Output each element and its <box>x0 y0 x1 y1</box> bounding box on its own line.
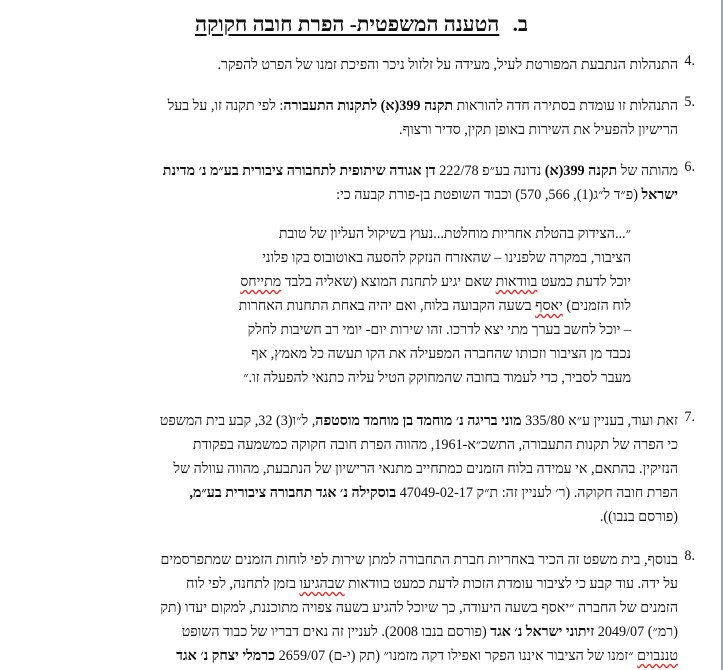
text-line <box>53 596 678 620</box>
text-line <box>53 572 678 596</box>
paragraph-number: 7. <box>684 409 695 425</box>
paragraph-number: 8. <box>684 548 695 564</box>
text-line <box>76 246 631 270</box>
bold-text: בוסקילה נ׳ אגד תחבורה ציבורית בע״מ, <box>189 485 397 501</box>
section-letter: ב. <box>512 12 528 36</box>
text-run: (פורסם בנבו)). <box>599 509 678 525</box>
text-line <box>53 548 678 572</box>
text-run: שאם יגיע לתחנת המוצא (שאליה בלבד <box>281 274 496 290</box>
text-run: נדונה בע״פ 222/78 <box>435 163 545 179</box>
text-run: התנהלות זו עומדת בסתירה חדה להוראות <box>453 98 678 114</box>
text-run: : לפי תקנה זו, על בעל <box>167 98 284 114</box>
text-line <box>53 481 678 505</box>
paragraph-8 <box>53 548 678 668</box>
paragraph-number: 4. <box>684 53 695 69</box>
spellcheck-marked-text: יאסף <box>535 298 563 314</box>
text-line <box>53 505 678 529</box>
paragraph-6 <box>53 159 678 207</box>
text-line <box>53 53 678 77</box>
text-run: (פורסם בנבו 2008). לעניין זה נאים דבריו של כבוד השופט <box>181 624 491 640</box>
text-line <box>76 318 631 342</box>
bold-text: כרמלי יצחק נ׳ אגד <box>176 648 276 664</box>
paragraph-7 <box>53 409 678 529</box>
text-run: מעבר לסביר, כדי לעמוד בחובה שהמחוקק הטיל עליה כתנאי להפעלה זו.״ <box>243 370 631 386</box>
text-line <box>53 620 678 644</box>
text-line <box>76 294 631 318</box>
text-line <box>76 270 631 294</box>
text-run: בזמן לתחנה, לפי לוח <box>185 576 300 592</box>
text-run: הזמנים של החברה ״יאסף בשעה היעודה, כך שיוכל להגיע בשעה צפויה מתוכננת, למקום יעדו (תק <box>160 600 678 616</box>
paragraph-number: 5. <box>684 94 695 110</box>
spellcheck-marked-text: מתייחס <box>240 274 282 290</box>
text-line <box>53 409 678 433</box>
text-run: כי הפרה של תקנות התעבורה, התשכ״א-1961, מהווה הפרת חובה חקוקה כמשמעה בפקודת <box>192 437 678 453</box>
text-run: הנזיקין. בהתאם, אי עמידה בלוח הזמנים כמתחייב מתנאי הרישיון של הנתבעת, מהווה עוולה של <box>173 461 678 477</box>
spellcheck-marked-text: טננבוים <box>637 648 678 664</box>
text-run: (פ״ד ל״ג(1), 566, 570) וכבוד השופטת בן-פורת קבעה כי: <box>336 187 642 203</box>
text-line <box>53 644 678 668</box>
text-line <box>53 159 678 183</box>
text-run: הרישיון להפעיל את השירות באופן תקין, סדיר ורצוף. <box>399 122 678 138</box>
text-line <box>76 366 631 390</box>
text-line <box>53 118 678 142</box>
text-line <box>53 433 678 457</box>
text-run: מהותה של <box>617 163 678 179</box>
text-run: על ידה. עוד קבע כי לציבור עומדת הזכות לדעת כמעט בוודאות <box>344 576 678 592</box>
text-line <box>53 457 678 481</box>
text-run: , ל״ו(3) 32, קבע בית המשפט <box>159 413 316 429</box>
text-run: נכבד מן הציבור וזכותו שהחברה המפעילה את הקו תעשה כל מאמץ, אף <box>251 346 631 362</box>
bold-text: ישראל <box>641 187 678 203</box>
text-line <box>76 222 631 246</box>
spellcheck-marked-text: בוודאות <box>495 274 538 290</box>
spellcheck-marked-text: שבהגיעו <box>299 576 345 592</box>
text-run: לוח הזמנים) <box>562 298 631 314</box>
bold-text: זיתוני ישראל נ׳ אגד <box>490 624 595 640</box>
text-line <box>76 342 631 366</box>
paragraph-5 <box>53 94 678 142</box>
text-run: הציבור, במקרה שלפנינו – שהאזרח הנזקק להסעה באוטובוס בקו פלוני <box>262 250 631 266</box>
text-run: יוכל לדעת כמעט <box>537 274 631 290</box>
text-run: זאת ועוד, בעניין ע״א 335/80 <box>521 413 678 429</box>
text-run: הפרת חובה חקוקה. (ר׳ לעניין זה: ת״ק 47049-02-17 <box>396 485 678 501</box>
text-line <box>53 94 678 118</box>
text-run: בנוסף, בית משפט זה הכיר באחריות חברת התחבורה למתן שירות לפי לוחות הזמנים שמתפרסמים <box>160 552 678 568</box>
text-line <box>53 183 678 207</box>
bold-text: תקנה 399(א) לתקנות התעבורה <box>283 98 454 114</box>
text-run: (רמ״) 2049/07 <box>594 624 678 640</box>
bold-text: תקנה 399(א) <box>544 163 618 179</box>
block-quote <box>76 222 631 390</box>
bold-text: מוני בריגה נ׳ מוחמד בן מוחמד מוסטפה <box>315 413 522 429</box>
paragraph-number: 6. <box>684 159 695 175</box>
text-run: בשעה הקבועה בלוח, ואם יהיה באחת התחנות האחרות <box>238 298 536 314</box>
section-heading <box>0 12 723 37</box>
section-title: הטענה המשפטית- הפרת חובה חקוקה <box>195 12 500 36</box>
text-run: ״...הצידוק בהטלת אחריות מוחלטת...נעוץ בשיקול העליון של טובת <box>278 226 631 242</box>
paragraph-4 <box>53 53 678 77</box>
text-run: התנהלות הנתבעת המפורטת לעיל, מעידה על זלזול ניכר והפיכת זמנו של הפרט להפקר. <box>217 57 678 73</box>
text-run: – יוכל לחשב בערך מתי יצא לדרכו. זהו שירות יום- יומי רב חשיבות לחלק <box>247 322 631 338</box>
text-run: ״זמנו של הציבור איננו הפקר ואפילו דקה מזמנו״ (תק (י-ם) 2659/07 <box>275 648 638 664</box>
bold-text: דן אגודה שיתופית לתחבורה ציבורית בע״מ נ׳ מדינת <box>162 163 436 179</box>
